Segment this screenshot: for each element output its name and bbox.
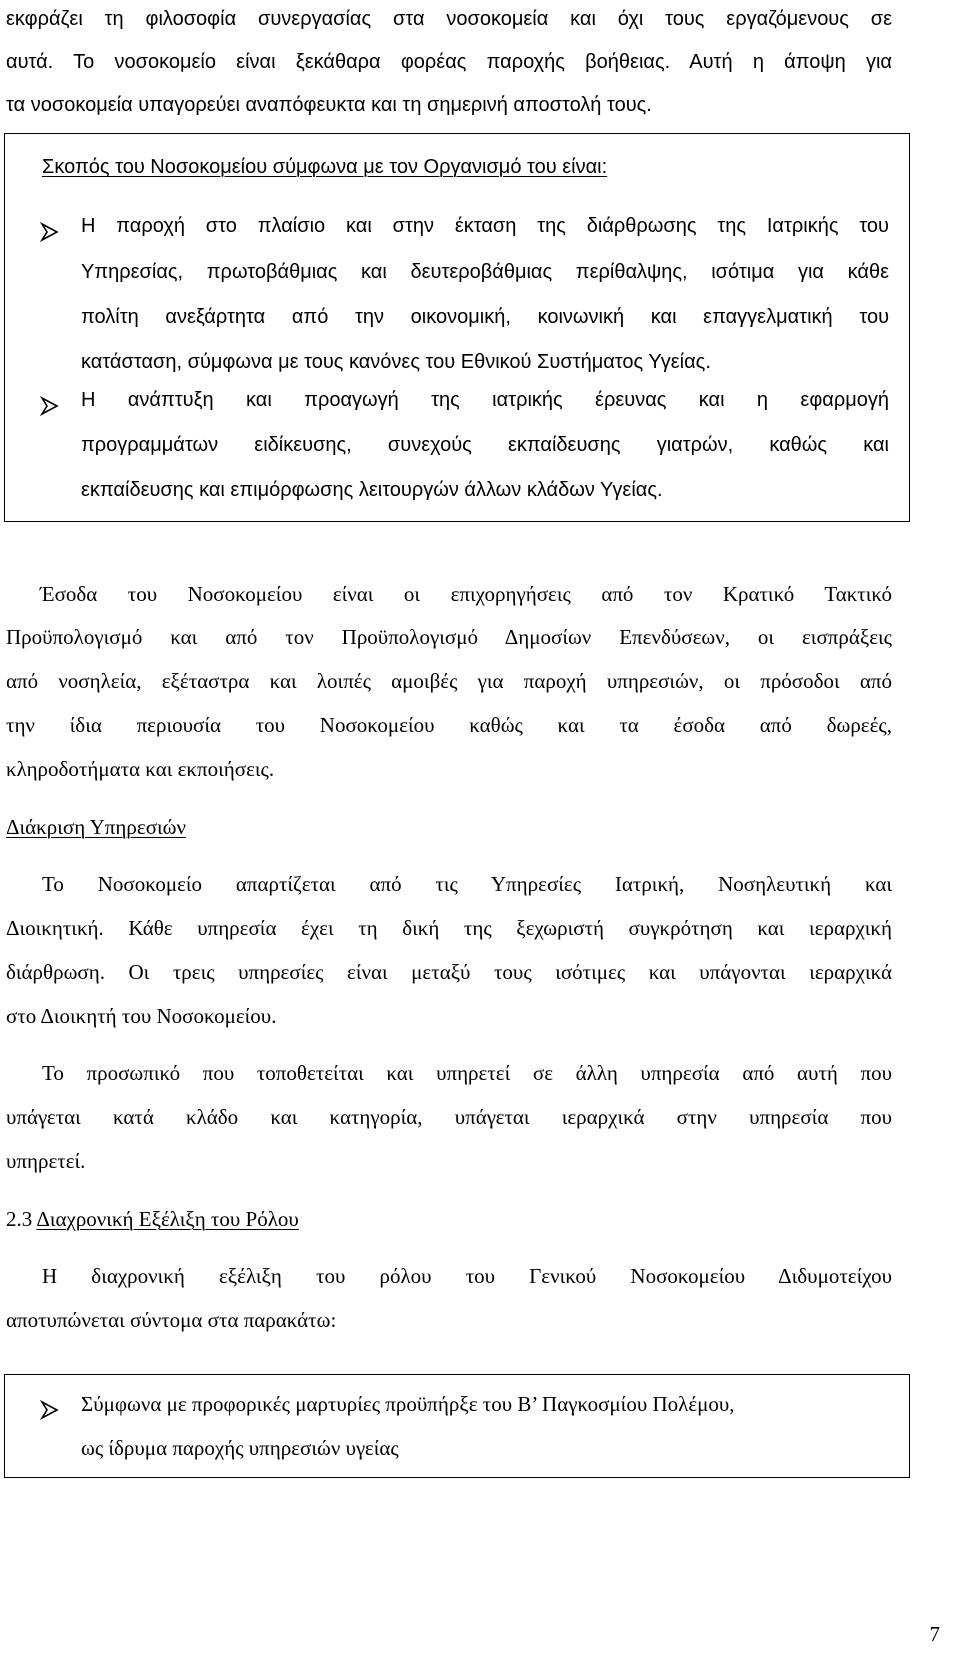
services-para2-line: υπάγεται κατά κλάδο και κατηγορία, υπάγεται ιεραρχικά στην υπηρεσία που xyxy=(6,1105,892,1129)
section-para-line: αποτυπώνεται σύντομα στα παρακάτω: xyxy=(6,1308,337,1332)
intro-line: τα νοσοκομεία υπαγορεύει αναπόφευκτα και τη σημερινή αποστολή τους. xyxy=(6,94,652,116)
intro-line: εκφράζει τη φιλοσοφία συνεργασίας στα νοσοκομεία και όχι τους εργαζόμενους σε xyxy=(6,8,892,30)
intro-line: αυτά. Το νοσοκομείο είναι ξεκάθαρα φορέας παροχής βοήθειας. Αυτή η άποψη για xyxy=(6,51,892,73)
bullet2-line: εκπαίδευσης και επιμόρφωσης λειτουργών άλλων κλάδων Υγείας. xyxy=(81,479,663,501)
revenue-line: την ίδια περιουσία του Νοσοκομείου καθώς και τα έσοδα από δωρεές, xyxy=(6,713,892,737)
revenue-line: Προϋπολογισμό και από τον Προϋπολογισμό Δημοσίων Επενδύσεων, οι εισπράξεις xyxy=(6,625,892,649)
purpose-heading: Σκοπός του Νοσοκομείου σύμφωνα με τον Οργανισμό του είναι: xyxy=(42,156,608,178)
services-para1-line: Διοικητική. Κάθε υπηρεσία έχει τη δική της ξεχωριστή συγκρότηση και ιεραρχική xyxy=(6,916,892,940)
bullet1-line: Υπηρεσίας, πρωτοβάθμιας και δευτεροβάθμιας περίθαλψης, ισότιμα για κάθε xyxy=(81,261,889,283)
arrow-bullet-icon xyxy=(40,1400,60,1420)
services-para1-line: στο Διοικητή του Νοσοκομείου. xyxy=(6,1004,277,1028)
section-heading xyxy=(6,1207,299,1232)
arrow-bullet-icon xyxy=(40,222,60,242)
bullet1-line: Η παροχή στο πλαίσιο και στην έκταση της διάρθρωσης της Ιατρικής του xyxy=(81,215,889,237)
services-para1-line: διάρθρωση. Οι τρεις υπηρεσίες είναι μεταξύ τους ισότιμες και υπάγονται ιεραρχικά xyxy=(6,960,892,984)
services-para2-line: υπηρετεί. xyxy=(6,1149,86,1173)
arrow-bullet-icon xyxy=(40,396,60,416)
section-number: 2.3 xyxy=(6,1207,37,1231)
services-heading: Διάκριση Υπηρεσιών xyxy=(6,815,186,839)
services-para2-line: Το προσωπικό που τοποθετείται και υπηρετεί σε άλλη υπηρεσία από αυτή που xyxy=(42,1061,892,1085)
section-title: Διαχρονική Εξέλιξη του Ρόλου xyxy=(36,1207,299,1231)
revenue-line: από νοσηλεία, εξέταστρα και λοιπές αμοιβές για παροχή υπηρεσιών, οι πρόσοδοι από xyxy=(6,669,892,693)
section-para-line: Η διαχρονική εξέλιξη του ρόλου του Γενικού Νοσοκομείου Διδυμοτείχου xyxy=(42,1264,892,1288)
bullet1-line: πολίτη ανεξάρτητα από την οικονομική, κοινωνική και επαγγελματική του xyxy=(81,306,889,328)
revenue-line: κληροδοτήματα και εκποιήσεις. xyxy=(6,757,275,781)
page-number: 7 xyxy=(929,1622,940,1646)
services-para1-line: Το Νοσοκομείο απαρτίζεται από τις Υπηρεσίες Ιατρική, Νοσηλευτική και xyxy=(42,872,892,896)
bullet2-line: προγραμμάτων ειδίκευσης, συνεχούς εκπαίδευσης γιατρών, καθώς και xyxy=(81,434,889,456)
history-line: Σύμφωνα με προφορικές μαρτυρίες προϋπήρξε του Β’ Παγκοσμίου Πολέμου, xyxy=(81,1392,735,1416)
revenue-line: Έσοδα του Νοσοκομείου είναι οι επιχορηγήσεις από τον Κρατικό Τακτικό xyxy=(40,582,892,606)
history-line: ως ίδρυμα παροχής υπηρεσιών υγείας xyxy=(81,1436,399,1460)
history-box xyxy=(4,1374,910,1478)
bullet2-line: Η ανάπτυξη και προαγωγή της ιατρικής έρευνας και η εφαρμογή xyxy=(81,389,889,411)
bullet1-line: κατάσταση, σύμφωνα με τους κανόνες του Εθνικού Συστήματος Υγείας. xyxy=(81,351,711,373)
